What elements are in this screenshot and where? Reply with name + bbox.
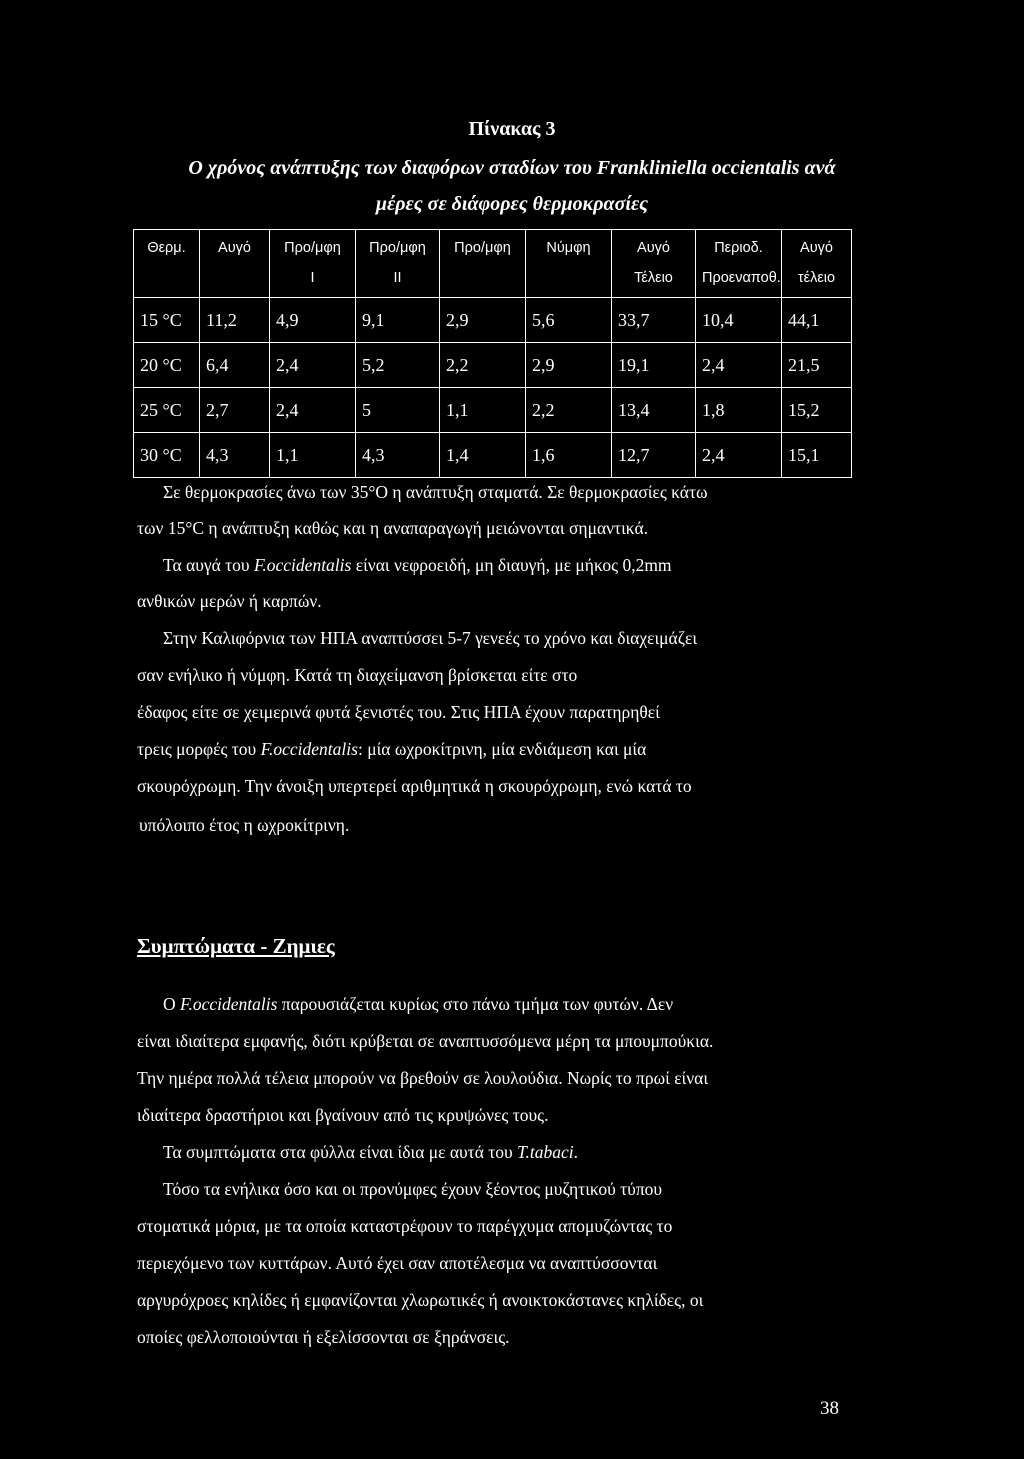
- header-line: Αυγό: [800, 240, 833, 256]
- paragraph-line: ανθικών μερών ή καρπών.: [137, 591, 322, 611]
- table-cell: 15,2: [782, 388, 852, 433]
- header-line: Προ/μφη: [284, 240, 341, 256]
- paragraph-line: Τόσο τα ενήλικα όσο και οι προνύμφες έχουν ξέοντος μυζητικού τύπου: [163, 1179, 663, 1199]
- species-name: F.occidentalis: [253, 555, 352, 575]
- table-cell: 2,9: [526, 343, 612, 388]
- table-cell: 11,2: [200, 298, 270, 343]
- table-cell: 12,7: [612, 433, 696, 478]
- header-line: Αυγό: [637, 240, 670, 256]
- header-line: Νύμφη: [546, 240, 591, 256]
- header-line: Τέλειο: [634, 270, 673, 286]
- page-number: 38: [820, 1398, 839, 1419]
- paragraph-line: οποίες φελλοποιούνται ή εξελίσσονται σε ξηράνσεις.: [137, 1327, 510, 1347]
- desc-prefix: Ο χρόνος ανάπτυξης των διαφόρων σταδίων του: [188, 157, 597, 179]
- temperature-cell: 20 °C: [134, 343, 200, 388]
- table-cell: 15,1: [782, 433, 852, 478]
- paragraph-line: [163, 1141, 883, 1163]
- header-line: Προεναποθ.: [702, 270, 781, 286]
- text: .: [573, 1142, 579, 1162]
- table-row: [134, 343, 852, 388]
- table-header-cell: [134, 230, 200, 298]
- paragraph-line: των 15°C η ανάπτυξη καθώς και η αναπαραγωγή μειώνονται σημαντικά.: [137, 518, 648, 538]
- paragraph-line: σαν ενήλικο ή νύμφη. Κατά τη διαχείμανση βρίσκεται είτε στο: [137, 665, 578, 685]
- table-header-cell: [200, 230, 270, 298]
- table-header-cell: [782, 230, 852, 298]
- paragraph-line: [163, 993, 883, 1015]
- table-cell: 2,4: [270, 388, 356, 433]
- header-line: Αυγό: [218, 240, 251, 256]
- paragraph-line: είναι ιδιαίτερα εμφανής, διότι κρύβεται σε αναπτυσσόμενα μέρη τα μπουμπούκια.: [137, 1031, 714, 1051]
- table-cell: 44,1: [782, 298, 852, 343]
- species-name: T.tabaci: [517, 1142, 574, 1162]
- text: τρεις μορφές του: [137, 739, 261, 759]
- text: είναι νεφροειδή, μη διαυγή, με μήκος 0,2mm: [351, 555, 672, 575]
- table-cell: 2,4: [696, 433, 782, 478]
- text: Τα αυγά του: [163, 555, 254, 575]
- paragraph-line: υπόλοιπο έτος η ωχροκίτρινη.: [139, 815, 350, 835]
- text: παρουσιάζεται κυρίως στο πάνω τμήμα των φυτών. Δεν: [277, 994, 674, 1014]
- table-header-cell: [526, 230, 612, 298]
- table-cell: 2,7: [200, 388, 270, 433]
- temperature-cell: 25 °C: [134, 388, 200, 433]
- table-row: [134, 298, 852, 343]
- table-description: [0, 157, 1024, 180]
- paragraph-line: Στην Καλιφόρνια των ΗΠΑ αναπτύσσει 5-7 γενεές το χρόνο και διαχειμάζει: [163, 628, 698, 648]
- table-title: Πίνακας 3: [468, 118, 556, 140]
- table-row: [134, 433, 852, 478]
- header-line: Θερμ.: [147, 240, 186, 256]
- desc-suffix: ανά: [799, 157, 836, 179]
- text: Τα συμπτώματα στα φύλλα είναι ίδια με αυτά του: [163, 1142, 518, 1162]
- paragraph-line: Την ημέρα πολλά τέλεια μπορούν να βρεθούν σε λουλούδια. Νωρίς το πρωί είναι: [137, 1068, 709, 1088]
- table-description-line2: μέρες σε διάφορες θερμοκρασίες: [375, 193, 649, 215]
- table-cell: 5,6: [526, 298, 612, 343]
- table-cell: 2,2: [440, 343, 526, 388]
- table-cell: 9,1: [356, 298, 440, 343]
- table-cell: 13,4: [612, 388, 696, 433]
- paragraph-line: Σε θερμοκρασίες άνω των 35°Ο η ανάπτυξη σταματά. Σε θερμοκρασίες κάτω: [163, 482, 708, 502]
- text: : μία ωχροκίτρινη, μία ενδιάμεση και μία: [357, 739, 647, 759]
- table-cell: 5: [356, 388, 440, 433]
- paragraph-line: περιεχόμενο των κυττάρων. Αυτό έχει σαν αποτέλεσμα να αναπτύσσονται: [137, 1253, 658, 1273]
- table-cell: 21,5: [782, 343, 852, 388]
- table-cell: 10,4: [696, 298, 782, 343]
- species-name: F.occidentalis: [180, 994, 278, 1014]
- paragraph-line: στοματικά μόρια, με τα οποία καταστρέφουν το παρέγχυμα απομυζώντας το: [137, 1216, 673, 1236]
- table-cell: 5,2: [356, 343, 440, 388]
- table-header-cell: [612, 230, 696, 298]
- table-header-row: [134, 230, 852, 298]
- section-heading: Συμπτώματα - Ζημιες: [137, 934, 335, 958]
- table-cell: 2,2: [526, 388, 612, 433]
- paragraph-line: ιδιαίτερα δραστήριοι και βγαίνουν από τις κρυψώνες τους.: [137, 1105, 549, 1125]
- table-cell: 33,7: [612, 298, 696, 343]
- species-name: F.occidentalis: [260, 739, 358, 759]
- header-line: Προ/μφη: [369, 240, 426, 256]
- table-cell: 4,9: [270, 298, 356, 343]
- table-cell: 1,1: [270, 433, 356, 478]
- table-cell: 1,8: [696, 388, 782, 433]
- header-line: II: [393, 270, 402, 286]
- table-cell: 2,4: [696, 343, 782, 388]
- table-cell: 1,6: [526, 433, 612, 478]
- text: Ο: [163, 994, 181, 1014]
- header-line: I: [310, 270, 315, 286]
- desc-species: Frankliniella occientalis: [596, 157, 800, 179]
- temperature-cell: 15 °C: [134, 298, 200, 343]
- table-cell: 2,9: [440, 298, 526, 343]
- table-header-cell: [270, 230, 356, 298]
- temperature-cell: 30 °C: [134, 433, 200, 478]
- table-cell: 4,3: [200, 433, 270, 478]
- table-cell: 1,1: [440, 388, 526, 433]
- table-cell: 2,4: [270, 343, 356, 388]
- table-row: [134, 388, 852, 433]
- header-line: Προ/μφη: [454, 240, 511, 256]
- table-header-cell: [440, 230, 526, 298]
- table-cell: 1,4: [440, 433, 526, 478]
- table-header-cell: [356, 230, 440, 298]
- paragraph-line: [137, 738, 857, 760]
- table-cell: 4,3: [356, 433, 440, 478]
- paragraph-line: [163, 554, 883, 576]
- paragraph-line: αργυρόχροες κηλίδες ή εμφανίζονται χλωρωτικές ή ανοικτοκάστανες κηλίδες, οι: [137, 1290, 704, 1310]
- paragraph-line: έδαφος είτε σε χειμερινά φυτά ξενιστές του. Στις ΗΠΑ έχουν παρατηρηθεί: [137, 702, 660, 722]
- development-time-table: [133, 229, 852, 478]
- header-line: τέλειο: [797, 270, 836, 286]
- table-cell: 6,4: [200, 343, 270, 388]
- table-cell: 19,1: [612, 343, 696, 388]
- paragraph-line: σκουρόχρωμη. Την άνοιξη υπερτερεί αριθμητικά η σκουρόχρωμη, ενώ κατά το: [137, 776, 692, 796]
- header-line: Περιοδ.: [714, 240, 763, 256]
- table-header-cell: [696, 230, 782, 298]
